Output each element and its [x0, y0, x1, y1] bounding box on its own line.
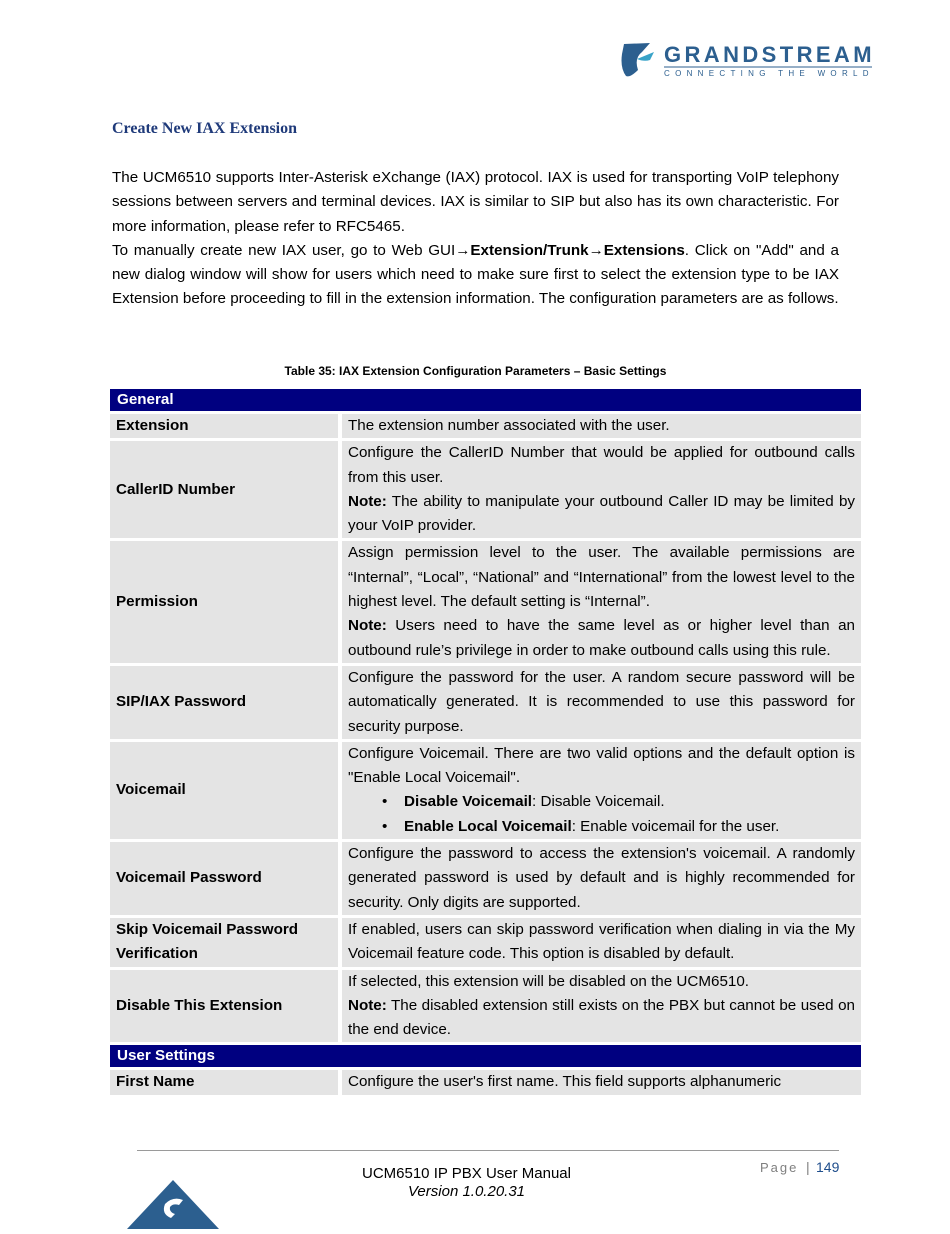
table-row — [110, 441, 861, 538]
row-description: If selected, this extension will be disabled on the UCM6510. Note: The disabled extension still exists on the PBX but cannot be used on the end device. — [342, 970, 861, 1043]
row-label: CallerID Number — [110, 441, 342, 538]
nav-path-extension-trunk: Extension/Trunk — [470, 241, 589, 259]
list-item: • Enable Local Voicemail: Enable voicemail for the user. — [404, 815, 855, 839]
row-description: Configure Voicemail. There are two valid options and the default option is "Enable Local Voicemail". • Disable Voicemail: Disable Voicemail. • Enable Local Voicemail: Enable voicemail for the user. — [342, 742, 861, 839]
table-row — [110, 842, 861, 915]
row-label: Permission — [110, 541, 342, 662]
row-description: Configure the password to access the extension's voicemail. A randomly generated password is used by default and is highly recommended for security. Only digits are supported. — [342, 842, 861, 915]
nav-path-extensions: Extensions — [603, 241, 685, 259]
row-label: Disable This Extension — [110, 970, 342, 1043]
page-number: 149 — [816, 1159, 840, 1175]
row-description: Configure the password for the user. A random secure password will be automatically generated. It is recommended to use this password for security purpose. — [342, 666, 861, 739]
intro-text — [112, 166, 839, 312]
table-row — [110, 666, 861, 739]
page-label: Page — [760, 1160, 799, 1175]
row-description: The extension number associated with the user. — [342, 414, 861, 438]
table-section-header — [110, 389, 861, 411]
logo-name: GRANDSTREAM — [664, 42, 875, 67]
intro-paragraph-2: To manually create new IAX user, go to Web GUI→Extension/Trunk→Extensions. Click on "Add" and a new dialog window will show for users which need to make sure first to select the extension type to be IAX Extension before proceeding to fill in the extension information. The configuration parameters are as follows. — [112, 241, 839, 308]
row-label: SIP/IAX Password — [110, 666, 342, 739]
note-label: Note: — [348, 617, 387, 635]
manual-version: Version 1.0.20.31 — [407, 1183, 526, 1200]
row-description: Configure the user's first name. This field supports alphanumeric — [342, 1070, 861, 1094]
row-description: Configure the CallerID Number that would be applied for outbound calls from this user. Note: The ability to manipulate your outbound Caller ID may be limited by your VoIP provider. — [342, 441, 861, 538]
row-label: Voicemail — [110, 742, 342, 839]
note-label: Note: — [348, 492, 387, 510]
footer-logo-icon — [125, 1178, 221, 1229]
table-row — [110, 970, 861, 1043]
footer-divider — [137, 1150, 839, 1151]
manual-title: UCM6510 IP PBX User Manual — [362, 1165, 571, 1182]
table-section-header — [110, 1045, 861, 1067]
logo-tagline: CONNECTING THE WORLD — [664, 69, 874, 78]
row-label: Voicemail Password — [110, 842, 342, 915]
table-row — [110, 414, 861, 438]
list-item: • Disable Voicemail: Disable Voicemail. — [404, 790, 855, 814]
section-user-settings: User Settings — [110, 1045, 861, 1067]
table-row — [110, 918, 861, 967]
section-title: Create New IAX Extension — [112, 120, 298, 137]
note-label: Note: — [348, 996, 387, 1014]
page-separator: | — [806, 1159, 810, 1175]
table-caption: Table 35: IAX Extension Configuration Parameters – Basic Settings — [284, 364, 667, 378]
row-label: First Name — [110, 1070, 342, 1094]
row-label: Skip Voicemail Password Verification — [110, 918, 342, 967]
row-description: If enabled, users can skip password verification when dialing in via the My Voicemail feature code. This option is disabled by default. — [342, 918, 861, 967]
table-row — [110, 541, 861, 662]
voicemail-options-list — [348, 790, 855, 839]
grandstream-logo — [620, 40, 875, 82]
row-description: Assign permission level to the user. The available permissions are “Internal”, “Local”, “National” and “International” from the lowest level to the highest level. The default setting is “Internal”. Note: Users need to have the same level as or higher level than an outbound rule’s privilege in order to make outbound calls using this rule. — [342, 541, 861, 662]
table-row — [110, 742, 861, 839]
row-label: Extension — [110, 414, 342, 438]
table-row — [110, 1070, 861, 1094]
arrow-icon: → — [588, 241, 604, 259]
section-general: General — [110, 389, 861, 411]
arrow-icon: → — [455, 241, 471, 259]
intro-paragraph-1: The UCM6510 supports Inter-Asterisk eXchange (IAX) protocol. IAX is used for transporting VoIP telephony sessions between servers and terminal devices. IAX is similar to SIP but also has its own characteristic. For more information, please refer to RFC5465. — [112, 169, 839, 235]
parameters-table — [110, 386, 861, 1098]
